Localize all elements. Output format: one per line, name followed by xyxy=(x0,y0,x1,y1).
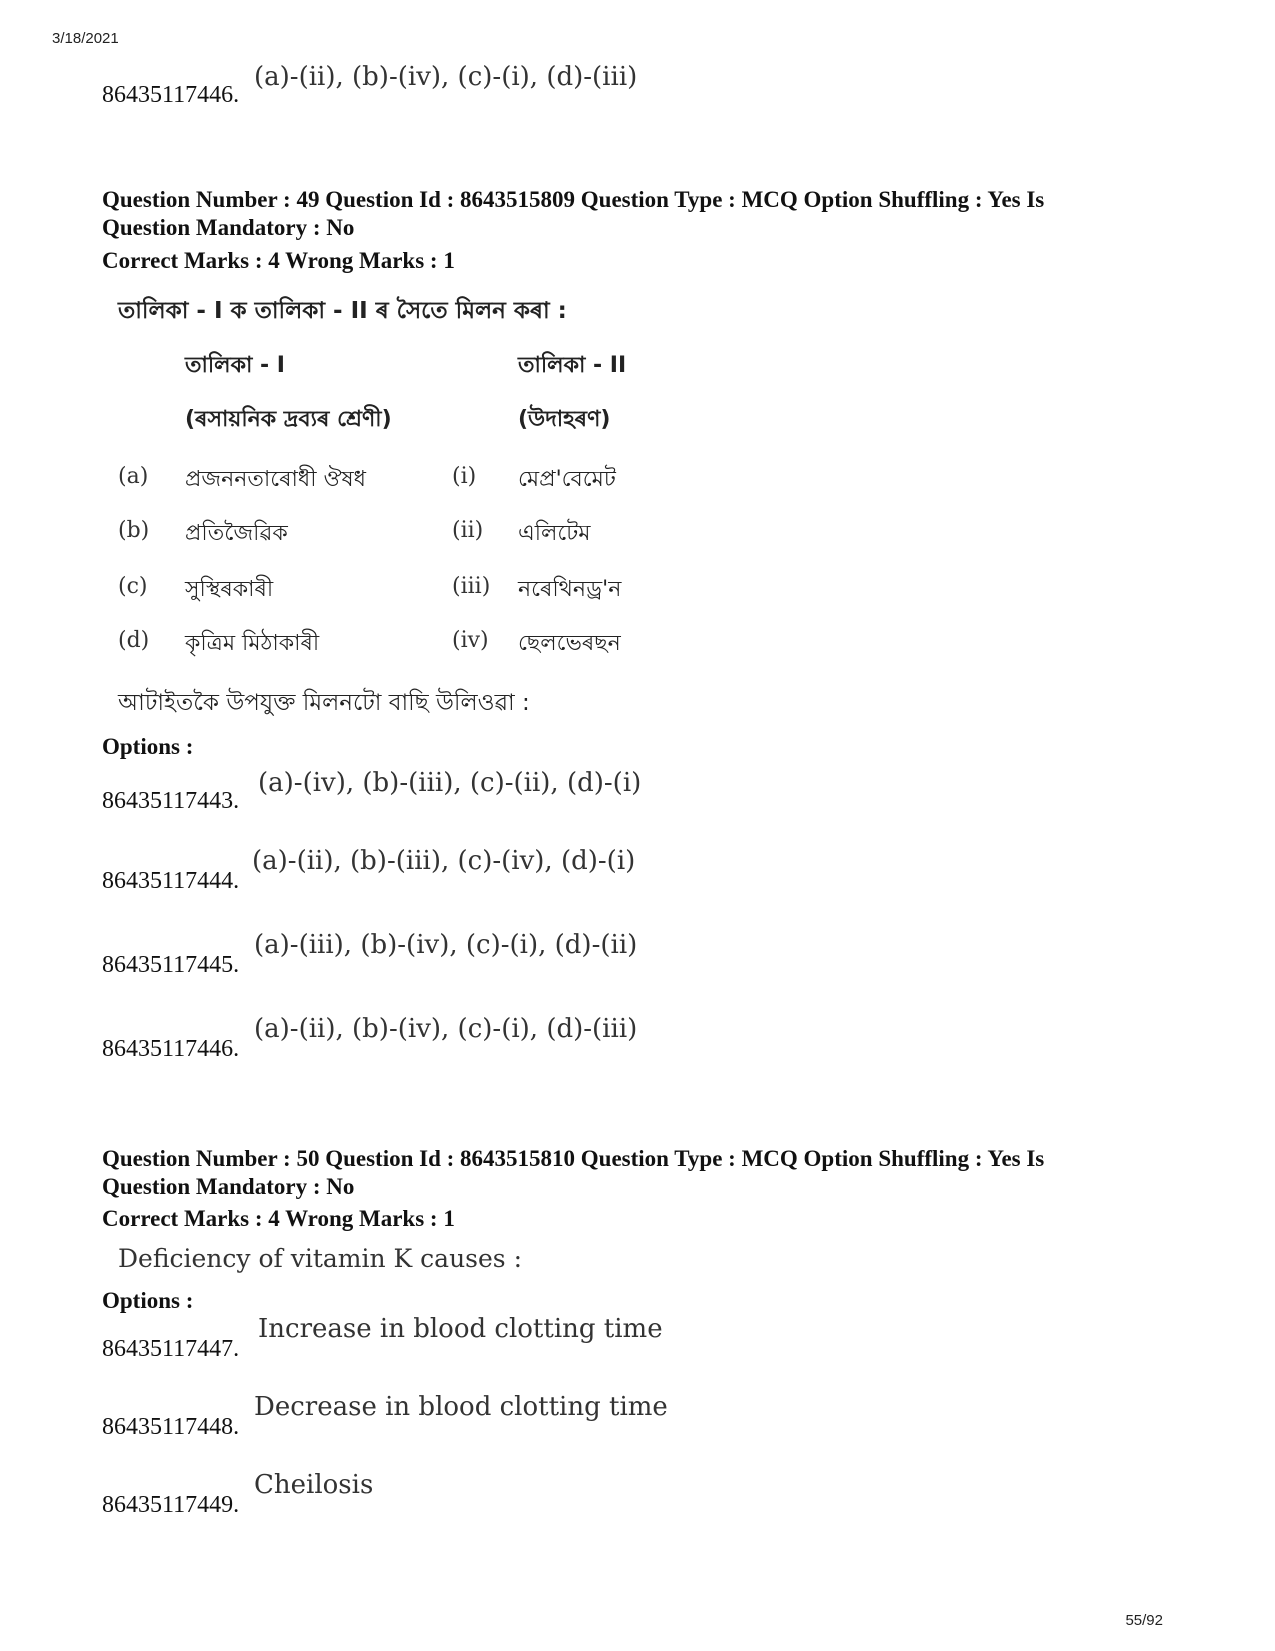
options-label: Options : xyxy=(102,1288,194,1313)
option-id: 86435117447. xyxy=(102,1336,240,1362)
option-text: (a)-(iii), (b)-(iv), (c)-(i), (d)-(ii) xyxy=(254,930,638,960)
list2-item: ছেলভেৰছন xyxy=(518,631,621,656)
list2-subtitle: (উদাহৰণ) xyxy=(518,407,611,432)
list2-item: মেপ্ৰ'বেমেট xyxy=(518,467,616,492)
row-label: (b) xyxy=(118,518,150,543)
row-roman: (iv) xyxy=(452,628,489,653)
page-number: 55/92 xyxy=(1125,1612,1163,1629)
option-id: 86435117448. xyxy=(102,1414,240,1440)
question-prompt: তালিকা - I ক তালিকা - II ৰ সৈতে মিলন কৰা : xyxy=(118,298,567,324)
list2-item: এলিটেম xyxy=(518,521,591,546)
question-instruction: আটাইতকৈ উপযুক্ত মিলনটো বাছি উলিওৱা : xyxy=(118,690,530,716)
list1-item: সুস্থিৰকাৰী xyxy=(185,577,274,602)
question-marks: Correct Marks : 4 Wrong Marks : 1 xyxy=(102,1206,455,1231)
option-id: 86435117446. xyxy=(102,1036,240,1062)
option-text: Increase in blood clotting time xyxy=(258,1314,663,1344)
row-roman: (ii) xyxy=(452,518,484,543)
list1-item: প্ৰজননতাৰোধী ঔষধ xyxy=(185,467,366,492)
row-label: (c) xyxy=(118,574,148,599)
option-text: Decrease in blood clotting time xyxy=(254,1392,668,1422)
question-header xyxy=(102,186,1202,242)
row-roman: (i) xyxy=(452,464,477,489)
list1-title: তালিকা - I xyxy=(185,353,285,378)
option-id: 86435117449. xyxy=(102,1492,240,1518)
list1-subtitle: (ৰসায়নিক দ্ৰব্যৰ শ্ৰেণী) xyxy=(185,407,392,432)
question-header-line2: Question Mandatory : No xyxy=(102,215,355,240)
list2-item: নৰেথিনড্ৰ'ন xyxy=(518,577,622,602)
question-stem: Deficiency of vitamin K causes : xyxy=(118,1244,523,1273)
options-label: Options : xyxy=(102,734,194,759)
question-header-line1: Question Number : 50 Question Id : 8643515810 Question Type : MCQ Option Shuffling : Yes Is xyxy=(102,1146,1045,1171)
option-id: 86435117446. xyxy=(102,82,240,108)
row-label: (d) xyxy=(118,628,150,653)
list1-item: কৃত্ৰিম মিঠাকাৰী xyxy=(185,631,320,656)
option-text: (a)-(ii), (b)-(iv), (c)-(i), (d)-(iii) xyxy=(254,1014,638,1044)
list2-title: তালিকা - II xyxy=(518,353,627,378)
option-id: 86435117445. xyxy=(102,952,240,978)
option-text: Cheilosis xyxy=(254,1470,374,1500)
option-text: (a)-(ii), (b)-(iv), (c)-(i), (d)-(iii) xyxy=(254,62,638,92)
option-text: (a)-(ii), (b)-(iii), (c)-(iv), (d)-(i) xyxy=(252,846,636,876)
row-roman: (iii) xyxy=(452,574,491,599)
row-label: (a) xyxy=(118,464,149,489)
option-text: (a)-(iv), (b)-(iii), (c)-(ii), (d)-(i) xyxy=(258,768,642,798)
option-id: 86435117444. xyxy=(102,868,240,894)
question-marks: Correct Marks : 4 Wrong Marks : 1 xyxy=(102,248,455,273)
print-date: 3/18/2021 xyxy=(52,30,119,47)
option-id: 86435117443. xyxy=(102,788,240,814)
list1-item: প্ৰতিজৈৱিক xyxy=(185,521,288,546)
question-header-line1: Question Number : 49 Question Id : 8643515809 Question Type : MCQ Option Shuffling : Yes Is xyxy=(102,187,1045,212)
question-header xyxy=(102,1145,1202,1201)
question-header-line2: Question Mandatory : No xyxy=(102,1174,355,1199)
